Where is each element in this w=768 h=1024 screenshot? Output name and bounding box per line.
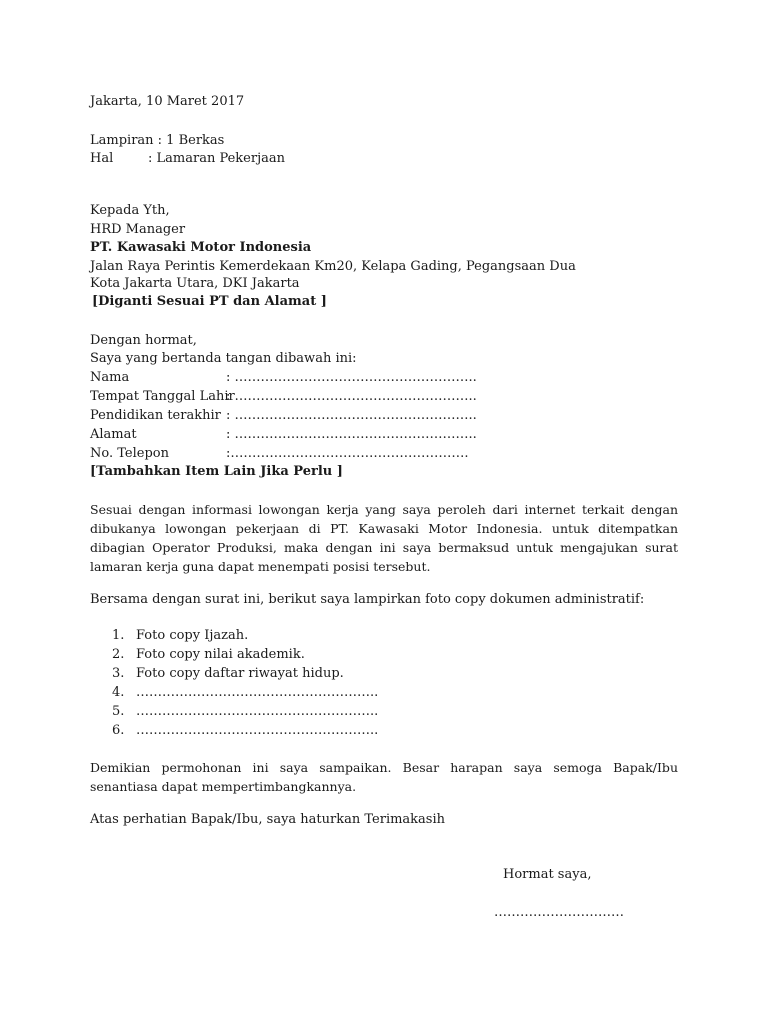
list-number: 4. [112, 685, 125, 700]
recipient-company: PT. Kawasaki Motor Indonesia [90, 240, 312, 255]
paragraph-closing: Demikian permohonan ini saya sampaikan. Besar harapan saya semoga Bapak/Ibu senantiasa dapat mempertimbangkannya. [90, 760, 678, 794]
list-number: 2. [112, 647, 125, 662]
field-value: :………………………………………………. [226, 446, 469, 461]
subject-label: Hal [90, 151, 114, 166]
recipient-to: Kepada Yth, [90, 203, 170, 218]
list-number: 3. [112, 666, 125, 681]
field-label: Alamat [90, 427, 137, 442]
intro-line: Saya yang bertanda tangan dibawah ini: [90, 351, 357, 366]
recipient-address-line2: Kota Jakarta Utara, DKI Jakarta [90, 276, 300, 291]
letter-date: Jakarta, 10 Maret 2017 [90, 94, 245, 109]
list-item: Foto copy Ijazah. [136, 628, 249, 643]
paragraph-attachments: Bersama dengan surat ini, berikut saya lampirkan foto copy dokumen administratif: [90, 592, 645, 607]
field-value: : ……………………………………………….. [226, 389, 477, 404]
list-item: Foto copy daftar riwayat hidup. [136, 666, 344, 681]
attachment-line: Lampiran : 1 Berkas [90, 133, 225, 148]
list-number: 1. [112, 628, 125, 643]
field-value: : ……………………………………………….. [226, 427, 477, 442]
greeting: Dengan hormat, [90, 333, 197, 348]
list-item: Foto copy nilai akademik. [136, 647, 305, 662]
signature-line: ………………………… [494, 905, 624, 920]
list-item: ……………………………………………….. [136, 723, 379, 738]
recipient-note: [Diganti Sesuai PT dan Alamat ] [92, 294, 327, 309]
list-number: 6. [112, 723, 125, 738]
signoff: Hormat saya, [503, 867, 592, 882]
fields-note: [Tambahkan Item Lain Jika Perlu ] [90, 464, 343, 479]
paragraph-main: Sesuai dengan informasi lowongan kerja yang saya peroleh dari internet terkait dengan dibukanya lowongan pekerjaan di PT. Kawasaki Motor Indonesia. untuk ditempatkan dibagian Operator Produksi, maka dengan ini saya bermaksud untuk mengajukan surat lamaran kerja guna dapat menempati posisi tersebut. [90, 502, 678, 574]
field-value: : ……………………………………………….. [226, 408, 477, 423]
field-label: Pendidikan terakhir [90, 408, 221, 423]
closing-line: Atas perhatian Bapak/Ibu, saya haturkan Terimakasih [90, 812, 446, 827]
recipient-address-line1: Jalan Raya Perintis Kemerdekaan Km20, Kelapa Gading, Pegangsaan Dua [90, 259, 576, 274]
subject-value: : Lamaran Pekerjaan [148, 151, 285, 166]
list-item: ……………………………………………….. [136, 704, 379, 719]
field-value: : ……………………………………………….. [226, 370, 477, 385]
recipient-position: HRD Manager [90, 222, 186, 237]
field-label: No. Telepon [90, 446, 169, 461]
field-label: Tempat Tanggal Lahir [90, 389, 235, 404]
field-label: Nama [90, 370, 130, 385]
list-number: 5. [112, 704, 125, 719]
list-item: ……………………………………………….. [136, 685, 379, 700]
